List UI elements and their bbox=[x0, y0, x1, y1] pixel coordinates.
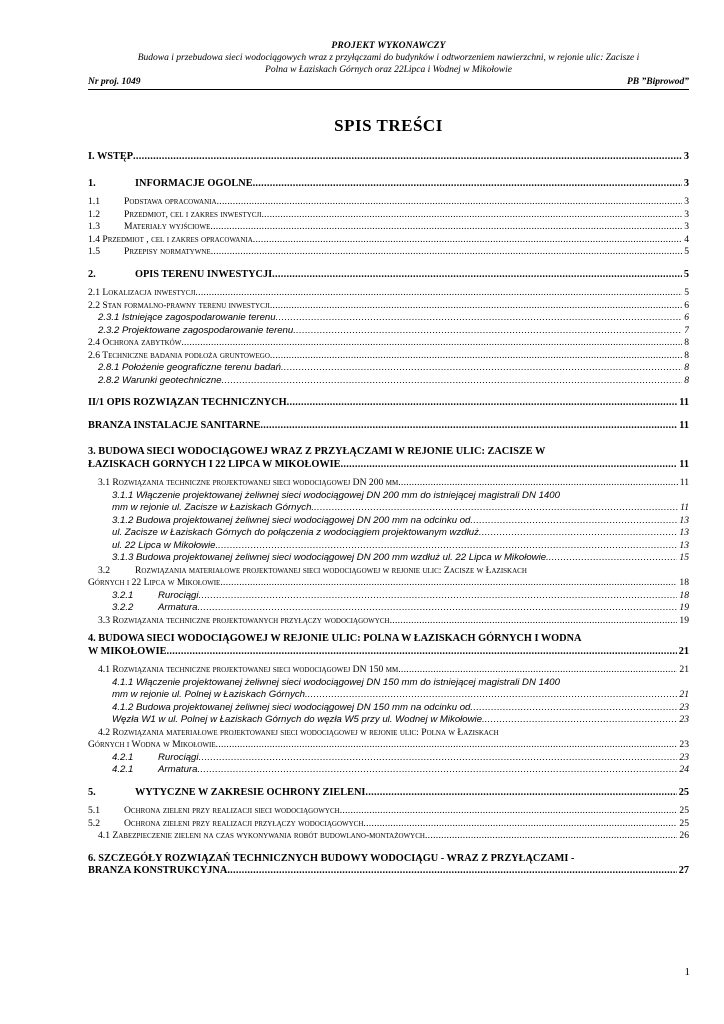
toc-entry[interactable]: 4.2 Rozwiązania materiałowe projektowanej sieci wodociągowej w rejonie ulic: Polna w Łaziskach Górnych i Wodna w Mikołowie ..... 23 bbox=[88, 727, 689, 752]
toc-entry[interactable]: 2.4 Ochrona zabytków ..... 8 bbox=[88, 337, 689, 350]
toc-entry[interactable]: 6. SZCZEGÓŁY ROZWIĄZAŃ TECHNICZNYCH BUDOWY WODOCIĄGU - WRAZ Z PRZYŁĄCZAMI - BRANŻA KONSTRUKCYJNA ..... 27 bbox=[88, 853, 689, 878]
toc-entry[interactable]: 2.8.2 Warunki geotechniczne ..... 8 bbox=[88, 375, 689, 388]
toc-entry[interactable]: 2.6 Techniczne badania podłoża gruntowego ..... 8 bbox=[88, 350, 689, 363]
header-meta-row bbox=[88, 76, 689, 90]
toc-entry[interactable]: 1. INFORMACJE OGÓLNE ..... 3 bbox=[88, 178, 689, 191]
toc-entry[interactable]: 1.1 Podstawa opracowania ..... 3 bbox=[88, 196, 689, 209]
toc-entry[interactable]: 4.1 Zabezpieczenie zieleni na czas wykonywania robót budowlano-montażowych ..... 26 bbox=[88, 830, 689, 843]
toc-entry[interactable]: 2.8.1 Położenie geograficzne terenu badań ..... 8 bbox=[88, 362, 689, 375]
toc-entry[interactable]: 2.3.2 Projektowane zagospodarowanie terenu ..... 7 bbox=[88, 325, 689, 338]
toc-entry[interactable]: 4. BUDOWA SIECI WODOCIĄGOWEJ W REJONIE ULIC: POLNA W ŁAZISKACH GÓRNYCH I WODNA W MIKOŁOWIE ..... 21 bbox=[88, 633, 689, 658]
toc-entry[interactable]: 3.2 Rozwiązania materiałowe projektowanej sieci wodociągowej w rejonie ulic: Zacisze w Łaziskach Górnych i 22 Lipca w Mikołowie ..... 18 bbox=[88, 565, 689, 590]
toc-entry[interactable]: 3. BUDOWA SIECI WODOCIĄGOWEJ WRAZ Z PRZYŁĄCZAMI W REJONIE ULIC: ZACISZE W ŁAZISKACH GÓRNYCH I 22 LIPCA W MIKOŁOWIE ..... 11 bbox=[88, 446, 689, 471]
toc-title: SPIS TREŚCI bbox=[334, 116, 443, 135]
header-title: PROJEKT WYKONAWCZY bbox=[331, 41, 446, 51]
toc-entry[interactable]: ul. Zacisze w Łaziskach Górnych do połączenia z wodociągiem projektowanym wzdłuż ..... 13 bbox=[88, 527, 689, 540]
toc-entry[interactable]: 4.1.1 Włączenie projektowanej żeliwnej sieci wodociągowej DN 150 mm do istniejącej magistrali DN 1400 mm w rejonie ul. Polnej w Łaziskach Górnych. ..... 21 bbox=[88, 677, 689, 702]
toc-entry[interactable]: 4.2.1 Armatura ..... 24 bbox=[88, 764, 689, 777]
toc-entry[interactable]: 2.1 Lokalizacja inwestycji ..... 5 bbox=[88, 287, 689, 300]
toc-entry[interactable]: 1.3 Materiały wyjściowe ..... 3 bbox=[88, 221, 689, 234]
toc-entry[interactable]: 4.1 Rozwiązania techniczne projektowanej sieci wodociągowej DN 150 mm ..... 21 bbox=[88, 664, 689, 677]
page-number: 1 bbox=[684, 966, 690, 978]
project-number: Nr proj. 1049 bbox=[88, 77, 141, 87]
toc-entry[interactable]: BRANŻA INSTALACJE SANITARNE ..... 11 bbox=[88, 420, 689, 433]
toc-entry[interactable]: 3.2.2 Armatura ..... 19 bbox=[88, 602, 689, 615]
table-of-contents bbox=[88, 151, 689, 878]
toc-entry[interactable]: ul. 22 Lipca w Mikołowie. ..... 13 bbox=[88, 540, 689, 553]
toc-entry[interactable]: 2.3.1 Istniejące zagospodarowanie terenu ..... 6 bbox=[88, 312, 689, 325]
toc-entry[interactable]: 5. WYTYCZNE W ZAKRESIE OCHRONY ZIELENI ..... 25 bbox=[88, 787, 689, 800]
toc-entry[interactable]: 3.2.1 Rurociągi ..... 18 bbox=[88, 590, 689, 603]
page-header bbox=[88, 40, 689, 90]
toc-entry[interactable]: 3.1.2 Budowa projektowanej żeliwnej sieci wodociągowej DN 200 mm na odcinku od ..... 13 bbox=[88, 515, 689, 528]
toc-entry[interactable]: 2. OPIS TERENU INWESTYCJI ..... 5 bbox=[88, 269, 689, 282]
toc-entry[interactable]: 3.1.1 Włączenie projektowanej żeliwnej sieci wodociągowej DN 200 mm do istniejącej magistrali DN 1400 mm w rejonie ul. Zacisze w Łaziskach Górnych. ..... 11 bbox=[88, 490, 689, 515]
toc-entry[interactable]: I. WSTĘP ..... 3 bbox=[88, 151, 689, 164]
toc-entry[interactable]: 4.1.2 Budowa projektowanej żeliwnej sieci wodociągowej DN 150 mm na odcinku od ..... 23 bbox=[88, 702, 689, 715]
toc-entry[interactable]: 3.1.3 Budowa projektowanej żeliwnej sieci wodociągowej DN 200 mm wzdłuż ul. 22 Lipca w Mikołowie. ..... 15 bbox=[88, 552, 689, 565]
company-name: PB ”Biprowod” bbox=[626, 77, 689, 87]
toc-entry[interactable]: II/1 OPIS ROZWIĄZAŃ TECHNICZNYCH ..... 11 bbox=[88, 397, 689, 410]
toc-entry[interactable]: 1.5 Przepisy normatywne ..... 5 bbox=[88, 246, 689, 259]
toc-entry[interactable]: 4.2.1 Rurociągi ..... 23 bbox=[88, 752, 689, 765]
toc-entry[interactable]: 5.2 Ochrona zieleni przy realizacji przyłączy wodociągowych ..... 25 bbox=[88, 818, 689, 831]
header-description-line-2: Polna w Łaziskach Górnych oraz 22Lipca i Wodnej w Mikołowie bbox=[265, 65, 512, 75]
toc-entry[interactable]: Węzła W1 w ul. Polnej w Łaziskach Górnych do węzła W5 przy ul. Wodnej w Mikołowie. ..... 23 bbox=[88, 714, 689, 727]
toc-entry[interactable]: 1.2 Przedmiot, cel i zakres inwestycji ..... 3 bbox=[88, 209, 689, 222]
header-description-line-1: Budowa i przebudowa sieci wodociągowych wraz z przyłączami do budynków i odtworzeniem nawierzchni, w rejonie ulic: Zacisze i bbox=[137, 53, 640, 63]
toc-entry[interactable]: 1.4 Przedmiot , cel i zakres opracowania ..... 4 bbox=[88, 234, 689, 247]
toc-entry[interactable]: 3.1 Rozwiązania techniczne projektowanej sieci wodociągowej DN 200 mm ..... 11 bbox=[88, 477, 689, 490]
toc-entry[interactable]: 2.2 Stan formalno-prawny terenu inwestycji ..... 6 bbox=[88, 300, 689, 313]
toc-entry[interactable]: 3.3 Rozwiązania techniczne projektowanych przyłączy wodociągowych ..... 19 bbox=[88, 615, 689, 628]
document-page bbox=[88, 40, 689, 878]
toc-entry[interactable]: 5.1 Ochrona zieleni przy realizacji sieci wodociągowych ..... 25 bbox=[88, 805, 689, 818]
